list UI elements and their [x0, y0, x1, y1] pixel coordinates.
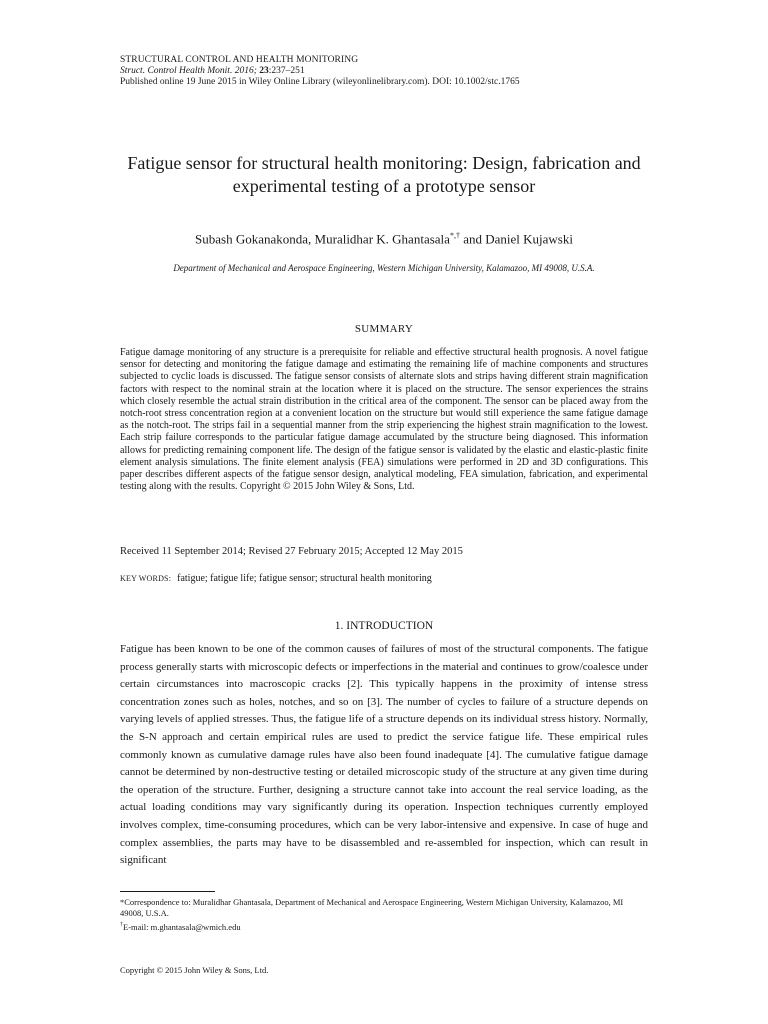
keywords-label: KEY WORDS:	[120, 574, 172, 583]
authors-main: Subash Gokanakonda, Muralidhar K. Ghantasala	[195, 231, 450, 247]
citation-line	[120, 66, 680, 77]
affiliation: Department of Mechanical and Aerospace Engineering, Western Michigan University, Kalamazoo, MI 49008, U.S.A.	[173, 263, 595, 273]
copyright-footer: Copyright © 2015 John Wiley & Sons, Ltd.	[120, 965, 269, 975]
received-dates: Received 11 September 2014; Revised 27 February 2015; Accepted 12 May 2015	[120, 546, 463, 557]
summary-abstract: Fatigue damage monitoring of any structure is a prerequisite for reliable and effective structural health prognosis. A novel fatigue sensor for detecting and monitoring the fatigue damage and estimating the remaining life of machine components and structures subjected to cyclic loads is discussed. The fatigue sensor consists of alternate slots and strips having different strain magnification factors with respect to the nominal strain at the location where it is placed on the structure. The sensor experiences the strains which closely resemble the actual strain distribution in the critical area of the component. The sensor can be placed away from the notch-root stress concentration region at a convenient location on the structure but would still experience the same fatigue damage as the notch-root. The strips fail in a sequential manner from the strip experiencing the highest strain magnification to the lowest. Each strip failure corresponds to the particular fatigue damage accumulated by the structure being diagnosed. This information allows for predicting remaining component life. The design of the fatigue sensor is validated by the elastic and elastic-plastic finite element analysis simulations. The finite element analysis (FEA) simulations were performed in 2D and 3D configurations. This paper describes different aspects of the fatigue sensor design, analytical modeling, FEA simulation, fabrication, and experimental testing along with the results. Copyright © 2015 John Wiley & Sons, Ltd.	[120, 347, 648, 493]
published-line: Published online 19 June 2015 in Wiley Online Library (wileyonlinelibrary.com). DOI: 10.1002/stc.1765	[120, 77, 520, 87]
author-list	[100, 228, 668, 247]
email-address: E-mail: m.ghantasala@wmich.edu	[123, 921, 241, 932]
keywords-line	[120, 572, 648, 585]
journal-name: STRUCTURAL CONTROL AND HEALTH MONITORING	[120, 55, 359, 65]
citation-prefix: Struct. Control Health Monit.	[120, 66, 233, 76]
email-footnote	[120, 920, 648, 933]
introduction-body: Fatigue has been known to be one of the common causes of failures of most of the structural components. The fatigue process generally starts with microscopic defects or imperfections in the material and continues to grow/coalesce under certain circumstances into macroscopic cracks [2]. This typically happens in the proximity of intense stress concentration zones such as holes, notches, and so on [3]. The number of cycles to failure of a structure depends on varying levels of applied stresses. Thus, the fatigue life of a structure depends on its individual stress history. Normally, the S-N approach and certain empirical rules are used to predict the service fatigue life. These empirical rules commonly known as cumulative damage rules have also been found inadequate [4]. The cumulative fatigue damage cannot be determined by non-destructive testing or detailed microscopic study of the structure at any given time during the operation of the structure. Further, designing a structure cannot take into account the real service loading, as the actual loading conditions may vary significantly during its operation. Inspection techniques currently employed involves complex, time-consuming procedures, which can be very labor-intensive and expensive. In case of huge and complex assemblies, the parts may have to be disassembled and re-assembled for inspection, which can result in significant	[120, 643, 648, 867]
journal-header	[120, 55, 680, 88]
footnote-divider	[120, 891, 215, 892]
authors-tail: and Daniel Kujawski	[459, 231, 573, 247]
author-footnote-mark: *,†	[449, 231, 460, 240]
introduction-heading: 1. INTRODUCTION	[334, 620, 434, 632]
article-title: Fatigue sensor for structural health monitoring: Design, fabrication and experimental testing of a prototype sensor	[127, 153, 641, 196]
citation-year: 2016;	[232, 66, 260, 76]
footnotes	[120, 897, 648, 933]
summary-heading: SUMMARY	[354, 323, 414, 335]
email-footnote-mark: †	[120, 921, 123, 928]
correspondence-footnote: *Correspondence to: Muralidhar Ghantasala, Department of Mechanical and Aerospace Engineering, Western Michigan University, Kalamazoo, MI 49008, U.S.A.	[120, 897, 624, 919]
citation-pages: :237–251	[268, 66, 305, 76]
keywords-list: fatigue; fatigue life; fatigue sensor; structural health monitoring	[177, 573, 432, 584]
citation-volume: 23	[259, 66, 269, 76]
